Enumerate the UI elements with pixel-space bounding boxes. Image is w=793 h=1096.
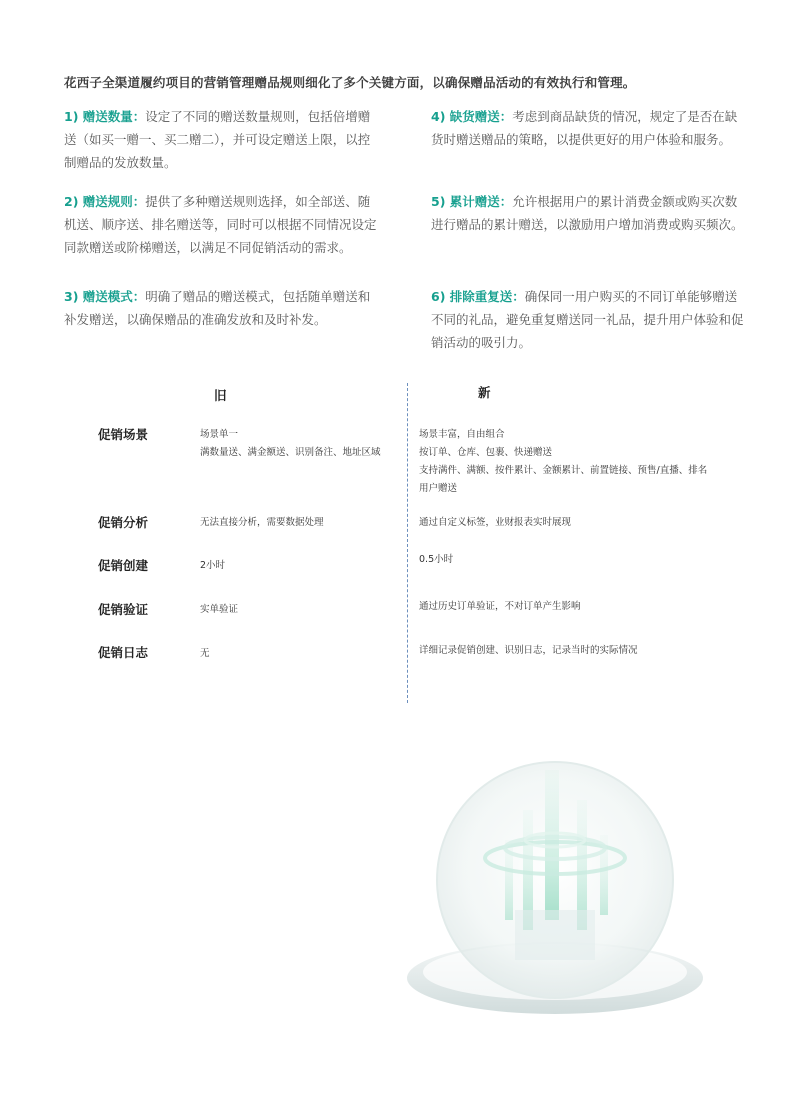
- feature-label: 3) 赠送模式：: [64, 289, 146, 304]
- new-line: 场景丰富，自由组合: [419, 429, 505, 440]
- feature-exclude-duplicate: [431, 285, 749, 354]
- feature-out-of-stock-gift: [431, 105, 749, 151]
- new-line: 0.5小时: [419, 554, 454, 565]
- old-value-analysis: [200, 514, 400, 532]
- feature-label: 6) 排除重复送：: [431, 289, 525, 304]
- intro-text: 花西子全渠道履约项目的营销管理赠品规则细化了多个关键方面，以确保赠品活动的有效执行和管理。: [64, 75, 636, 90]
- row-label-scenario: 促销场景: [98, 427, 149, 442]
- new-line: 通过自定义标签，业财报表实时展现: [419, 517, 572, 528]
- new-value-log: [419, 642, 739, 660]
- new-line: 按订单、仓库、包裹、快递赠送: [419, 447, 553, 458]
- feature-label: 2) 赠送规则：: [64, 194, 146, 209]
- feature-gift-mode: [64, 285, 382, 331]
- new-line: 用户赠送: [419, 483, 458, 494]
- feature-text: 考虑到商品缺货的情况，规定了是否在缺货时赠送赠品的策略，以提供更好的用户体验和服务。: [431, 109, 738, 147]
- old-line: 实单验证: [200, 604, 239, 615]
- old-line: 无法直接分析，需要数据处理: [200, 517, 324, 528]
- new-value-verification: [419, 598, 739, 616]
- old-line: 满数量送、满金额送、识别备注、地址区域: [200, 447, 381, 458]
- new-line: 支持满件、满额、按件累计、金额累计、前置链接、预售/直播、排名: [419, 465, 708, 476]
- feature-text: 允许根据用户的累计消费金额或购买次数进行赠品的累计赠送，以激励用户增加消费或购买频次。: [431, 194, 744, 232]
- old-value-scenario: [200, 426, 400, 462]
- feature-text: 明确了赠品的赠送模式，包括随单赠送和补发赠送，以确保赠品的准确发放和及时补发。: [64, 289, 371, 327]
- new-column-header: 新: [478, 385, 491, 400]
- feature-gift-quantity: [64, 105, 382, 174]
- new-value-scenario: [419, 426, 739, 498]
- row-label-creation: 促销创建: [98, 558, 149, 573]
- feature-text: 确保同一用户购买的不同订单能够赠送不同的礼品，避免重复赠送同一礼品，提升用户体验和促销活动的吸引力。: [431, 289, 744, 350]
- pedestal: [515, 910, 595, 960]
- feature-label: 5) 累计赠送：: [431, 194, 513, 209]
- old-line: 2小时: [200, 560, 226, 571]
- feature-label: 4) 缺货赠送：: [431, 109, 513, 124]
- new-value-creation: [419, 551, 739, 569]
- new-value-analysis: [419, 514, 739, 532]
- row-label-analysis: 促销分析: [98, 515, 149, 530]
- old-value-log: [200, 645, 400, 663]
- feature-text: 提供了多种赠送规则选择，如全部送、随机送、顺序送、排名赠送等，同时可以根据不同情况设定同款赠送或阶梯赠送，以满足不同促销活动的需求。: [64, 194, 377, 255]
- old-value-verification: [200, 601, 400, 619]
- new-line: 详细记录促销创建、识别日志，记录当时的实际情况: [419, 645, 638, 656]
- row-label-verification: 促销验证: [98, 602, 149, 617]
- feature-label: 1) 赠送数量：: [64, 109, 146, 124]
- light-pillar: [545, 770, 559, 920]
- old-column-header: 旧: [214, 388, 227, 403]
- feature-gift-rules: [64, 190, 382, 259]
- glass-sphere-illustration: [395, 740, 715, 1070]
- feature-text: 设定了不同的赠送数量规则，包括倍增赠送（如买一赠一、买二赠二），并可设定赠送上限，以控制赠品的发放数量。: [64, 109, 371, 170]
- feature-cumulative-gift: [431, 190, 749, 236]
- old-value-creation: [200, 557, 400, 575]
- old-line: 无: [200, 648, 210, 659]
- old-line: 场景单一: [200, 429, 239, 440]
- column-divider: [407, 383, 408, 703]
- new-line: 通过历史订单验证，不对订单产生影响: [419, 601, 581, 612]
- row-label-log: 促销日志: [98, 645, 149, 660]
